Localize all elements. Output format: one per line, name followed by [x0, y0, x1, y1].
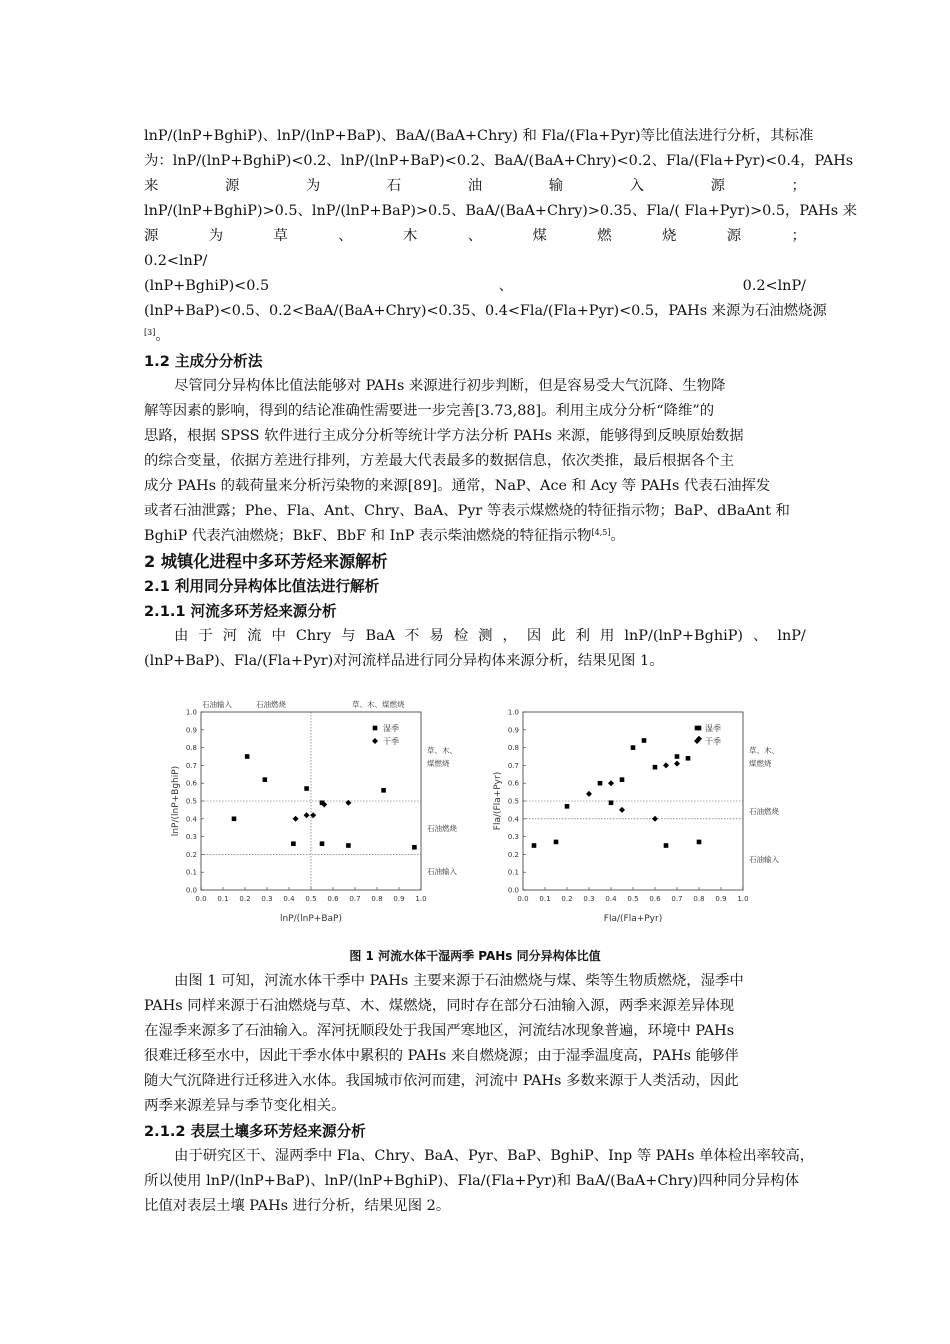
text-line: 所以使用 lnP/(lnP+BaP)、lnP/(lnP+BghiP)、Fla/(Fla+Pyr)和 BaA/(BaA+Chry)四种同分异构体: [144, 1173, 799, 1189]
region-label-top: 石油输入: [202, 700, 232, 709]
x-tick-label: 0.1: [539, 895, 551, 903]
y-axis-label: Fla/(Fla+Pyr): [493, 771, 503, 831]
text-line: 解等因素的影响，得到的结论准确性需要进一步完善[3.73,88]。利用主成分分析“降维”的: [144, 403, 715, 419]
text-line: 在湿季来源多了石油输入。浑河抚顺段处于我国严寒地区，河流结冰现象普遍，环境中 PAHs: [144, 1023, 735, 1039]
y-tick-label: 1.0: [185, 708, 197, 717]
y-tick-label: 0.1: [507, 868, 519, 877]
legend-label: 湿季: [383, 724, 399, 733]
y-tick-label: 0.2: [507, 850, 519, 859]
data-point-wet: [245, 754, 250, 759]
data-point-wet: [346, 843, 351, 848]
text-fragment: 为: [305, 178, 321, 194]
x-tick-label: 0.4: [283, 895, 295, 903]
data-point-dry: [663, 762, 669, 768]
x-tick-label: 0.9: [715, 895, 727, 903]
text-fragment: 河: [222, 628, 238, 644]
x-tick-label: 0.8: [371, 895, 383, 903]
y-tick-label: 0.9: [507, 726, 519, 735]
text-fragment: BghiP 代表汽油燃烧；BkF、BbF 和 InP 表示柴油燃烧的特征指示物: [144, 528, 592, 544]
y-tick-label: 0.6: [507, 779, 519, 788]
y-tick-label: 0.9: [185, 726, 197, 735]
text-fragment: 0.2<lnP/: [742, 278, 806, 294]
data-point-wet: [686, 756, 691, 761]
text-fragment: 、: [752, 628, 768, 644]
x-tick-label: 0.9: [393, 895, 405, 903]
data-point-dry: [608, 780, 614, 786]
legend-label: 干季: [383, 737, 399, 746]
text-fragment: 中: [271, 628, 286, 644]
text-fragment: 、: [338, 228, 353, 244]
x-tick-label: 0.7: [671, 895, 683, 903]
x-tick-label: 0.2: [561, 895, 573, 903]
y-tick-label: 0.3: [185, 833, 197, 842]
legend-label: 湿季: [705, 724, 721, 733]
text-fragment: 草: [273, 228, 288, 244]
text-line-justified: [144, 274, 806, 299]
section-heading-1-2: 1.2 主成分分析法: [144, 353, 263, 370]
region-label: 石油输入: [427, 867, 457, 876]
x-tick-label: 0.6: [649, 895, 661, 903]
text-fragment: 易: [429, 628, 444, 644]
data-point-wet: [263, 777, 268, 782]
y-tick-label: 0.4: [185, 815, 197, 824]
data-point-wet: [697, 840, 702, 845]
text-fragment: 石: [386, 178, 402, 194]
region-label: 石油燃烧: [749, 807, 779, 816]
x-tick-label: 0.5: [627, 895, 639, 903]
text-line: lnP/(lnP+BghiP)、lnP/(lnP+BaP)、BaA/(BaA+Chry) 和 Fla/(Fla+Pyr)等比值法进行分析，其标准: [144, 128, 814, 144]
y-tick-label: 0.8: [185, 744, 197, 753]
text-fragment: 源: [224, 178, 240, 194]
text-line: 0.2<lnP/: [144, 253, 208, 269]
text-line-justified: [144, 174, 806, 199]
text-fragment: ，: [502, 628, 517, 644]
y-tick-label: 0.0: [507, 886, 519, 895]
x-tick-label: 0.3: [261, 895, 273, 903]
text-fragment: 源: [144, 228, 159, 244]
text-line: 由图 1 可知，河流水体干季中 PAHs 主要来源于石油燃烧与煤、柴等生物质燃烧，湿季中: [174, 973, 744, 989]
text-fragment: 不: [405, 628, 420, 644]
text-fragment: 燃: [597, 228, 612, 244]
scatter-chart-left: [144, 690, 457, 930]
x-tick-label: 0.8: [693, 895, 705, 903]
data-point-wet: [320, 841, 325, 846]
region-label: 草、木、: [749, 746, 779, 755]
text-fragment: 入: [629, 178, 645, 194]
data-point-wet: [620, 777, 625, 782]
text-line: 由于研究区干、湿两季中 Fla、Chry、BaA、Pyr、BaP、BghiP、Inp 等 PAHs 单体检出率较高，: [174, 1148, 815, 1164]
region-label: 煤燃烧: [749, 759, 772, 768]
data-point-dry: [674, 761, 680, 767]
text-line: lnP/(lnP+BghiP)>0.5、lnP/(lnP+BaP)>0.5、BaA/(BaA+Chry)>0.35、Fla/( Fla+Pyr)>0.5，PAHs 来: [144, 203, 858, 219]
data-point-wet: [664, 843, 669, 848]
text-fragment: lnP/(lnP+BghiP): [624, 628, 744, 644]
text-fragment: ；: [791, 178, 806, 194]
data-point-wet: [304, 786, 309, 791]
section-heading-2-1-1: 2.1.1 河流多环芳烃来源分析: [144, 603, 337, 620]
y-axis-label: lnP/(lnP+BghiP): [171, 765, 181, 837]
text-fragment: 油: [467, 178, 483, 194]
body-text-bottom: [144, 969, 815, 1219]
data-point-wet: [609, 800, 614, 805]
y-tick-label: 0.6: [185, 779, 197, 788]
data-point-wet: [675, 754, 680, 759]
data-point-wet: [598, 781, 603, 786]
data-point-dry: [293, 816, 299, 822]
region-label: 石油输入: [749, 855, 779, 864]
text-fragment: lnP/: [777, 628, 806, 644]
text-fragment: 由: [174, 628, 189, 644]
text-fragment: 利: [575, 628, 591, 644]
x-tick-label: 1.0: [737, 895, 749, 903]
text-line: 很难迁移至水中，因此干季水体中累积的 PAHs 来自燃烧源；由于湿季温度高，PAHs 能够伴: [144, 1048, 739, 1064]
text-fragment: 流: [247, 628, 262, 644]
text-fragment: BaA: [365, 628, 396, 644]
text-fragment: 来: [144, 178, 159, 194]
text-fragment: 此: [551, 628, 566, 644]
text-line: 尽管同分异构体比值法能够对 PAHs 来源进行初步判断，但是容易受大气沉降、生物降: [174, 378, 726, 394]
section-heading-2-1: 2.1 利用同分异构体比值法进行解析: [144, 578, 380, 595]
text-fragment: 。: [155, 328, 170, 344]
data-point-dry: [345, 800, 351, 806]
figure-caption: 图 1 河流水体干湿两季 PAHs 同分异构体比值: [349, 949, 601, 963]
data-point-wet: [642, 738, 647, 743]
data-point-dry: [586, 791, 592, 797]
region-label: 石油燃烧: [427, 824, 457, 833]
legend-marker-wet: [373, 726, 378, 731]
text-line: (lnP+BaP)、Fla/(Fla+Pyr)对河流样品进行同分异构体来源分析，结果见图 1。: [144, 653, 664, 669]
x-tick-label: 1.0: [415, 895, 427, 903]
data-point-wet: [565, 804, 570, 809]
y-tick-label: 0.0: [185, 886, 197, 895]
x-axis-label: Fla/(Fla+Pyr): [603, 914, 663, 924]
text-fragment: 检: [453, 628, 469, 644]
text-line: 的综合变量，依据方差进行排列，方差最大代表最多的数据信息，依次类推，最后根据各个主: [144, 453, 735, 469]
y-tick-label: 1.0: [507, 708, 519, 717]
data-point-wet: [631, 745, 636, 750]
legend-label: 干季: [705, 737, 721, 746]
text-fragment: 测: [478, 628, 493, 644]
text-line: 或者石油泄露；Phe、Fla、Ant、Chry、BaA、Pyr 等表示煤燃烧的特征指示物；BaP、dBaAnt 和: [144, 503, 790, 519]
body-text-top: [144, 124, 858, 674]
y-tick-label: 0.7: [507, 761, 519, 770]
text-fragment: 用: [600, 628, 615, 644]
x-axis-label: lnP/(lnP+BaP): [280, 914, 342, 924]
text-fragment: 于: [198, 628, 213, 644]
y-tick-label: 0.7: [185, 761, 197, 770]
text-fragment: (lnP+BghiP)<0.5: [144, 278, 270, 294]
text-line: PAHs 同样来源于石油燃烧与草、木、煤燃烧，同时存在部分石油输入源，两季来源差异体现: [144, 998, 735, 1014]
text-fragment: 木: [403, 228, 418, 244]
text-line: [144, 324, 806, 349]
x-tick-label: 0.6: [327, 895, 339, 903]
text-fragment: ；: [791, 228, 806, 244]
data-point-wet: [532, 843, 537, 848]
text-fragment: 为: [208, 228, 224, 244]
data-point-wet: [291, 841, 296, 846]
text-fragment: 因: [526, 628, 542, 644]
x-tick-label: 0.3: [583, 895, 595, 903]
x-tick-label: 0.1: [217, 895, 229, 903]
y-tick-label: 0.8: [507, 744, 519, 753]
scatter-chart-right: [488, 690, 788, 930]
data-point-wet: [412, 845, 417, 850]
data-point-dry: [304, 812, 310, 818]
y-tick-label: 0.3: [507, 833, 519, 842]
y-tick-label: 0.4: [507, 815, 519, 824]
text-fragment: 源: [726, 228, 742, 244]
text-fragment: 煤: [532, 228, 547, 244]
text-line: 随大气沉降进行迁移进入水体。我国城市依河而建，河流中 PAHs 多数来源于人类活动，因此: [144, 1073, 739, 1089]
x-tick-label: 0.7: [349, 895, 361, 903]
text-line-justified: [144, 624, 806, 649]
data-point-wet: [554, 840, 559, 845]
text-fragment: 。: [610, 528, 625, 544]
text-fragment: 、: [498, 278, 514, 294]
text-line: 比值对表层土壤 PAHs 进行分析，结果见图 2。: [144, 1198, 451, 1214]
data-point-dry: [652, 816, 658, 822]
x-tick-label: 0.0: [517, 895, 529, 903]
legend-marker-wet: [695, 726, 700, 731]
text-fragment: Chry: [295, 628, 332, 644]
text-fragment: 、: [467, 228, 483, 244]
data-point-wet: [653, 765, 658, 770]
text-fragment: 输: [548, 178, 564, 194]
text-line: 思路，根据 SPSS 软件进行主成分分析等统计学方法分析 PAHs 来源，能够得到反映原始数据: [144, 428, 744, 444]
data-point-dry: [619, 807, 625, 813]
text-line: (lnP+BaP)<0.5、0.2<BaA/(BaA+Chry)<0.35、0.4<Fla/(Fla+Pyr)<0.5，PAHs 来源为石油燃烧源: [144, 303, 827, 319]
text-fragment: 源: [710, 178, 725, 194]
legend-marker-dry: [372, 738, 378, 744]
citation: [3]: [144, 328, 156, 337]
section-heading-2: 2 城镇化进程中多环芳烃来源解析: [144, 552, 388, 571]
text-line: [144, 524, 806, 549]
y-tick-label: 0.5: [185, 797, 197, 806]
y-tick-label: 0.1: [185, 868, 197, 877]
text-fragment: 与: [341, 628, 356, 644]
y-tick-label: 0.2: [185, 850, 197, 859]
text-line: 成分 PAHs 的载荷量来分析污染物的来源[89]。通常，NaP、Ace 和 Acy 等 PAHs 代表石油挥发: [144, 478, 771, 494]
y-tick-label: 0.5: [507, 797, 519, 806]
text-fragment: 烧: [662, 228, 677, 244]
text-line-justified: [144, 224, 806, 249]
region-label: 煤燃烧: [427, 759, 450, 768]
x-tick-label: 0.2: [239, 895, 251, 903]
x-tick-label: 0.0: [195, 895, 207, 903]
data-point-wet: [381, 788, 386, 793]
figure-1: [144, 690, 806, 930]
region-label-top: 石油燃烧: [256, 700, 286, 709]
data-point-wet: [232, 817, 237, 822]
region-label-top: 草、木、煤燃烧: [352, 700, 405, 709]
x-tick-label: 0.5: [305, 895, 317, 903]
x-tick-label: 0.4: [605, 895, 617, 903]
text-line: 为：lnP/(lnP+BghiP)<0.2、lnP/(lnP+BaP)<0.2、BaA/(BaA+Chry)<0.2、Fla/(Fla+Pyr)<0.4，PAHs: [144, 153, 854, 169]
text-line: 两季来源差异与季节变化相关。: [144, 1098, 346, 1114]
section-heading-2-1-2: 2.1.2 表层土壤多环芳烃来源分析: [144, 1123, 366, 1140]
region-label: 草、木、: [427, 746, 457, 755]
citation: [4,5]: [591, 528, 611, 537]
